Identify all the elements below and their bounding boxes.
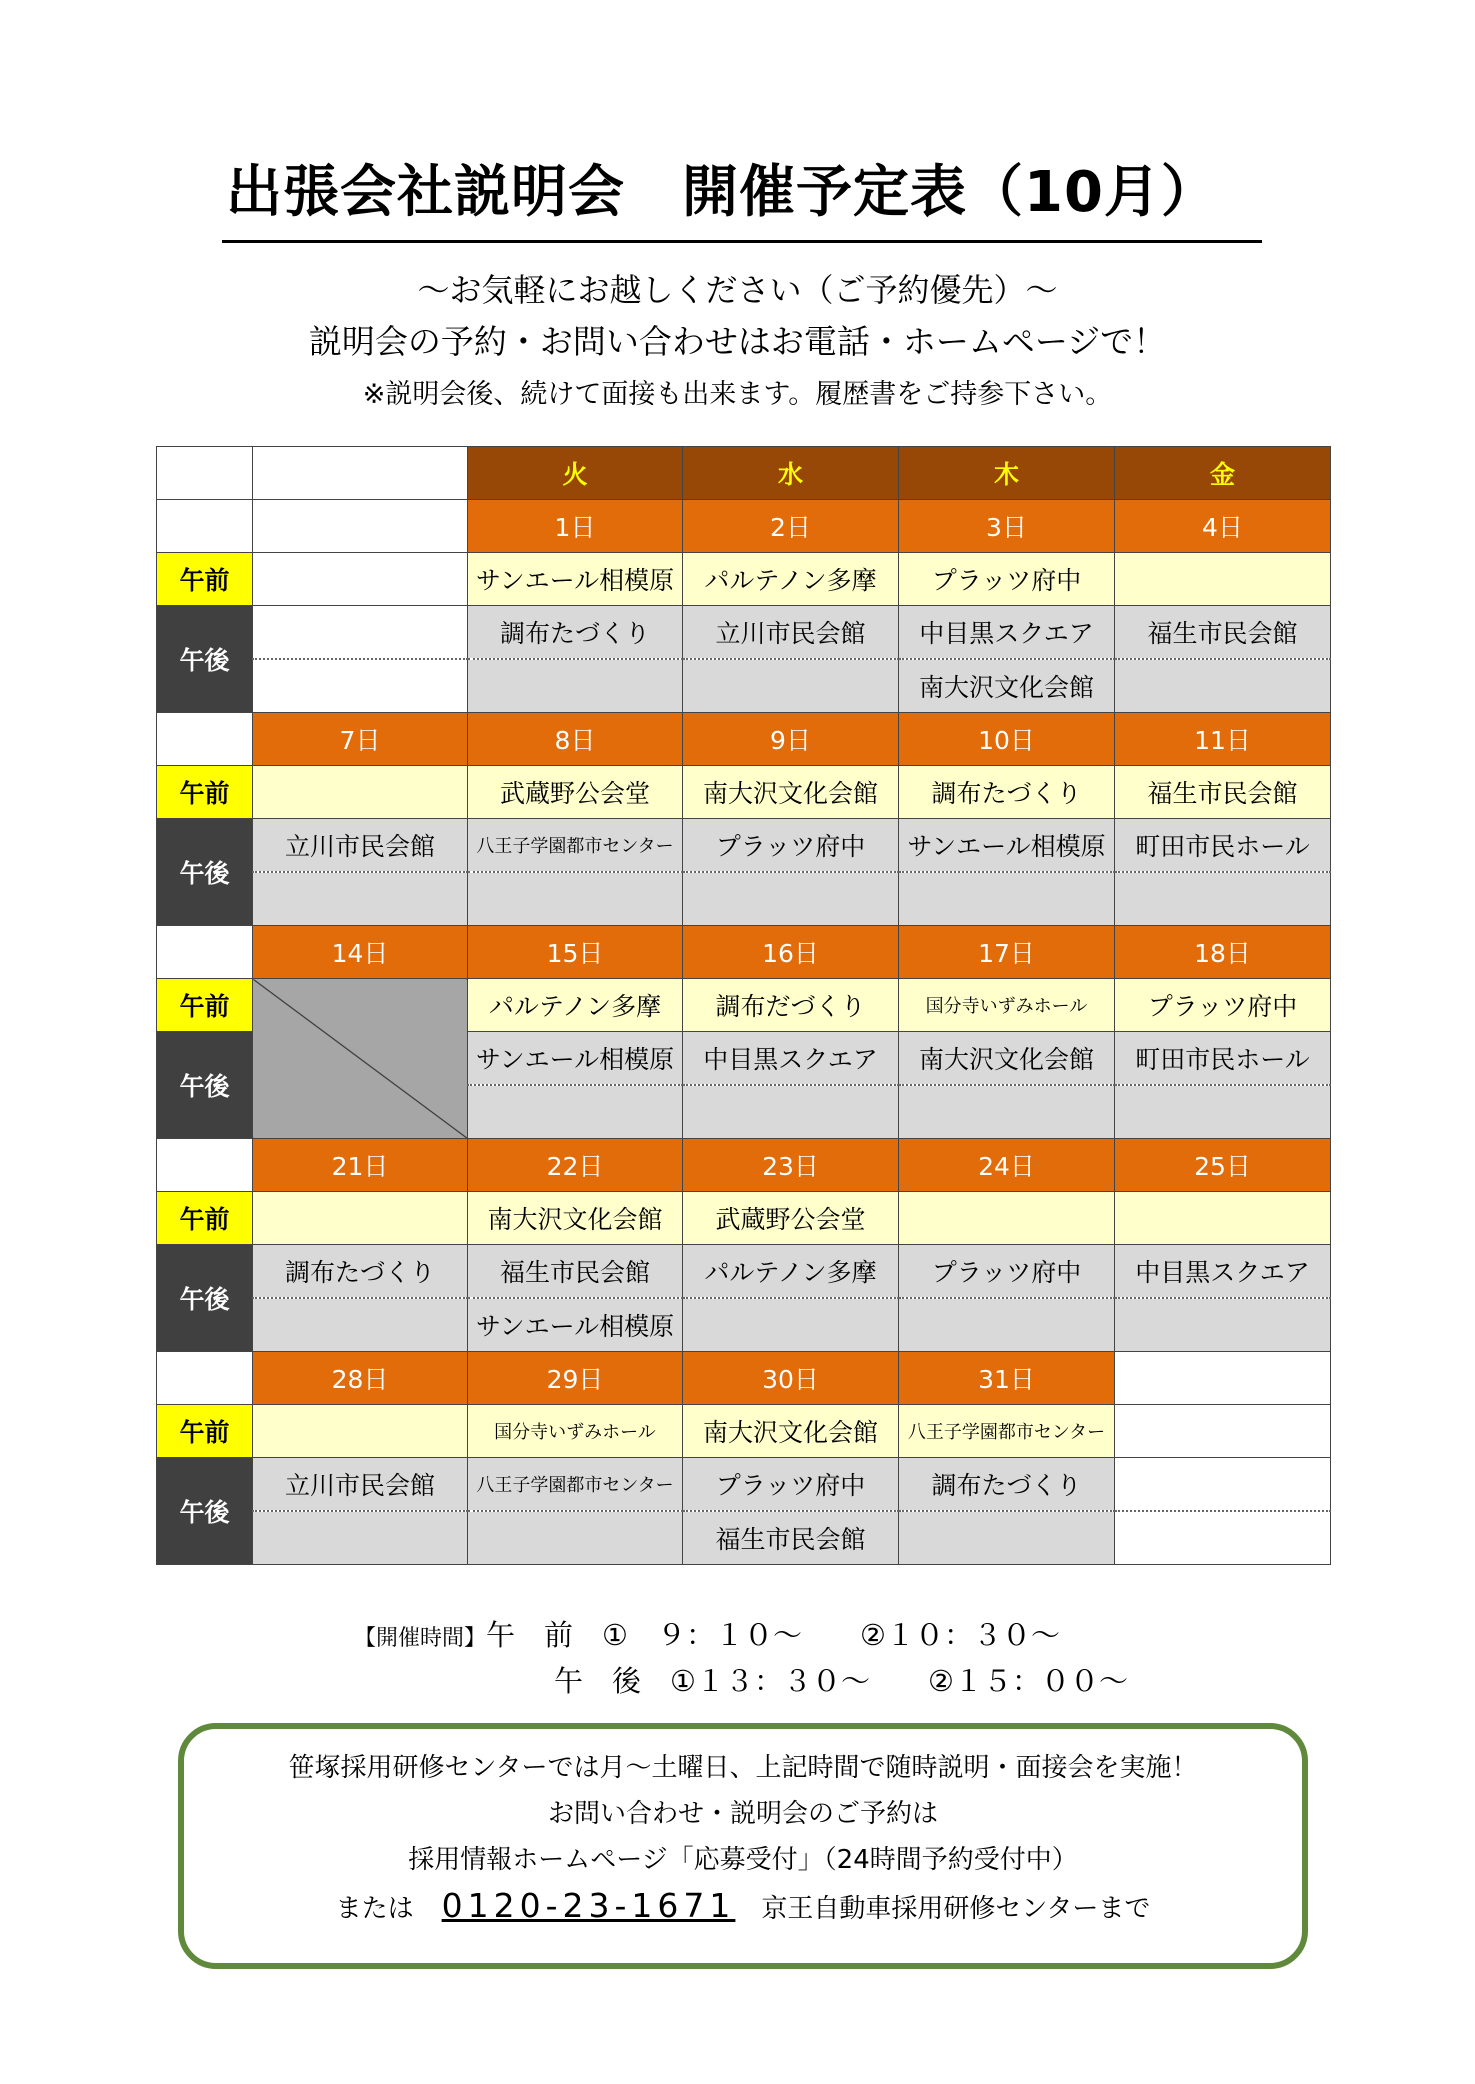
- pm-venue-cell: 調布たづくり: [468, 606, 683, 660]
- date-cell: 15日: [468, 926, 683, 979]
- date-cell: 1日: [468, 500, 683, 553]
- pm-venue-cell: 南大沢文化会館: [899, 659, 1115, 713]
- pm-venue-cell: [899, 1085, 1115, 1139]
- date-cell: 17日: [899, 926, 1115, 979]
- date-cell: 31日: [899, 1352, 1115, 1405]
- week-spacer-cell: [157, 926, 253, 979]
- pm-venue-cell: 南大沢文化会館: [899, 1032, 1115, 1086]
- weekday-header: 火: [468, 447, 683, 500]
- subtitle-note: ※説明会後、続けて面接も出来ます。履歴書をご持参下さい。: [362, 379, 1113, 410]
- am-venue-cell: [253, 1192, 468, 1245]
- date-cell: 11日: [1115, 713, 1331, 766]
- am-venue-cell: 福生市民会館: [1115, 766, 1331, 819]
- date-cell: 21日: [253, 1139, 468, 1192]
- pm-venue-cell: [253, 606, 468, 660]
- pm-venue-cell: 中目黒スクエア: [1115, 1245, 1331, 1299]
- pm-label: 午後: [157, 1245, 253, 1352]
- week-spacer-cell: [157, 1139, 253, 1192]
- am-venue-cell: 調布たづくり: [899, 766, 1115, 819]
- am-venue-cell: プラッツ府中: [1115, 979, 1331, 1032]
- pm-venue-cell: [468, 1085, 683, 1139]
- pm-venue-cell: 町田市民ホール: [1115, 819, 1331, 873]
- pm-venue-cell: サンエール相模原: [899, 819, 1115, 873]
- date-cell: 23日: [683, 1139, 899, 1192]
- pm-venue-cell: サンエール相模原: [468, 1032, 683, 1086]
- pm-venue-cell: [253, 659, 468, 713]
- am-label: 午前: [157, 553, 253, 606]
- pm-venue-cell: 町田市民ホール: [1115, 1032, 1331, 1086]
- date-cell: [1115, 1352, 1331, 1405]
- hours-pm: [554, 1661, 1128, 1701]
- am-venue-cell: [1115, 553, 1331, 606]
- pm-label: 午後: [157, 819, 253, 926]
- am-venue-cell: サンエール相模原: [468, 553, 683, 606]
- pm-label: 午後: [157, 1458, 253, 1565]
- date-cell: 7日: [253, 713, 468, 766]
- week-spacer-cell: [157, 713, 253, 766]
- am-venue-cell: 調布だづくり: [683, 979, 899, 1032]
- pm-venue-cell: [683, 872, 899, 926]
- pm-venue-cell: パルテノン多摩: [683, 1245, 899, 1299]
- date-cell: 4日: [1115, 500, 1331, 553]
- date-cell: 30日: [683, 1352, 899, 1405]
- pm-label: 午後: [157, 606, 253, 713]
- info-line-3: 採用情報ホームページ「応募受付」（24時間予約受付中）: [408, 1845, 1078, 1875]
- am-venue-cell: 国分寺いずみホール: [899, 979, 1115, 1032]
- am-venue-cell: パルテノン多摩: [683, 553, 899, 606]
- am-venue-cell: [1115, 1192, 1331, 1245]
- weekday-header: 木: [899, 447, 1115, 500]
- pm-venue-cell: 中目黒スクエア: [899, 606, 1115, 660]
- info-center: 京王自動車採用研修センターまで: [761, 1894, 1151, 1924]
- info-line-2: お問い合わせ・説明会のご予約は: [547, 1799, 938, 1829]
- hours-label: 【開催時間】: [354, 1626, 487, 1651]
- hours-am-text: 午 前 ① ９：１０～ ②１０：３０～: [486, 1618, 1061, 1652]
- pm-venue-cell: [1115, 659, 1331, 713]
- date-cell: 10日: [899, 713, 1115, 766]
- weekday-header: 金: [1115, 447, 1331, 500]
- pm-venue-cell: 中目黒スクエア: [683, 1032, 899, 1086]
- info-or: または: [335, 1894, 414, 1924]
- pm-venue-cell: [253, 1511, 468, 1565]
- pm-venue-cell: 調布たづくり: [899, 1458, 1115, 1512]
- info-box: [178, 1723, 1308, 1969]
- pm-venue-cell: [899, 1298, 1115, 1352]
- pm-venue-cell: [683, 1085, 899, 1139]
- am-venue-cell: パルテノン多摩: [468, 979, 683, 1032]
- pm-venue-cell: 八王子学園都市センター: [468, 819, 683, 873]
- pm-venue-cell: [899, 1511, 1115, 1565]
- pm-venue-cell: 調布たづくり: [253, 1245, 468, 1299]
- am-venue-cell: [253, 766, 468, 819]
- am-venue-cell: 武蔵野公会堂: [468, 766, 683, 819]
- date-cell: 9日: [683, 713, 899, 766]
- pm-venue-cell: [468, 1511, 683, 1565]
- pm-venue-cell: [899, 872, 1115, 926]
- am-venue-cell: [253, 553, 468, 606]
- schedule-table: [156, 446, 1331, 1565]
- am-venue-cell: プラッツ府中: [899, 553, 1115, 606]
- date-cell: 24日: [899, 1139, 1115, 1192]
- am-venue-cell: 南大沢文化会館: [683, 766, 899, 819]
- date-cell: [253, 500, 468, 553]
- pm-venue-cell: [253, 872, 468, 926]
- date-cell: 18日: [1115, 926, 1331, 979]
- pm-venue-cell: 福生市民会館: [468, 1245, 683, 1299]
- week-spacer-cell: [157, 1352, 253, 1405]
- date-cell: 28日: [253, 1352, 468, 1405]
- hours-am: [354, 1615, 1060, 1659]
- am-label: 午前: [157, 1405, 253, 1458]
- am-venue-cell: 南大沢文化会館: [683, 1405, 899, 1458]
- pm-venue-cell: [1115, 872, 1331, 926]
- phone-number[interactable]: 0120-23-1671: [441, 1886, 736, 1925]
- am-venue-cell: 国分寺いずみホール: [468, 1405, 683, 1458]
- pm-venue-cell: 立川市民会館: [253, 1458, 468, 1512]
- am-label: 午前: [157, 1192, 253, 1245]
- pm-venue-cell: 立川市民会館: [253, 819, 468, 873]
- pm-venue-cell: 福生市民会館: [683, 1511, 899, 1565]
- am-venue-cell: [1115, 1405, 1331, 1458]
- date-cell: 14日: [253, 926, 468, 979]
- info-line-4: [184, 1886, 1302, 1926]
- pm-venue-cell: [253, 1298, 468, 1352]
- title-block: [222, 158, 1262, 243]
- pm-venue-cell: プラッツ府中: [683, 819, 899, 873]
- week-spacer-cell: [157, 500, 253, 553]
- page-title: 出張会社説明会 開催予定表（10月）: [226, 160, 1218, 225]
- weekday-header: 水: [683, 447, 899, 500]
- am-venue-cell: 南大沢文化会館: [468, 1192, 683, 1245]
- info-line-1: 笹塚採用研修センターでは月～土曜日、上記時間で随時説明・面接会を実施！: [288, 1753, 1198, 1783]
- no-session-cell: [253, 979, 468, 1139]
- pm-venue-cell: [683, 1298, 899, 1352]
- pm-label: 午後: [157, 1032, 253, 1139]
- pm-venue-cell: [1115, 1458, 1331, 1512]
- am-venue-cell: [253, 1405, 468, 1458]
- pm-venue-cell: 立川市民会館: [683, 606, 899, 660]
- am-label: 午前: [157, 979, 253, 1032]
- pm-venue-cell: [1115, 1085, 1331, 1139]
- subtitle-welcome: ～お気軽にお越しください（ご予約優先）～: [417, 271, 1058, 309]
- pm-venue-cell: [468, 659, 683, 713]
- am-venue-cell: 八王子学園都市センター: [899, 1405, 1115, 1458]
- date-cell: 16日: [683, 926, 899, 979]
- pm-venue-cell: プラッツ府中: [683, 1458, 899, 1512]
- am-label: 午前: [157, 766, 253, 819]
- pm-venue-cell: 福生市民会館: [1115, 606, 1331, 660]
- date-cell: 29日: [468, 1352, 683, 1405]
- pm-venue-cell: [1115, 1511, 1331, 1565]
- blank-header-cell: [253, 447, 468, 500]
- pm-venue-cell: 八王子学園都市センター: [468, 1458, 683, 1512]
- pm-venue-cell: [683, 659, 899, 713]
- hours-pm-text: 午 後 ①１３：３０～ ②１５：００～: [554, 1664, 1128, 1698]
- am-venue-cell: 武蔵野公会堂: [683, 1192, 899, 1245]
- date-cell: 25日: [1115, 1139, 1331, 1192]
- pm-venue-cell: プラッツ府中: [899, 1245, 1115, 1299]
- date-cell: 8日: [468, 713, 683, 766]
- am-venue-cell: [899, 1192, 1115, 1245]
- corner-cell: [157, 447, 253, 500]
- date-cell: 22日: [468, 1139, 683, 1192]
- subtitle-contact: 説明会の予約・お問い合わせはお電話・ホームページで！: [308, 322, 1167, 361]
- pm-venue-cell: [1115, 1298, 1331, 1352]
- date-cell: 2日: [683, 500, 899, 553]
- pm-venue-cell: [468, 872, 683, 926]
- pm-venue-cell: サンエール相模原: [468, 1298, 683, 1352]
- date-cell: 3日: [899, 500, 1115, 553]
